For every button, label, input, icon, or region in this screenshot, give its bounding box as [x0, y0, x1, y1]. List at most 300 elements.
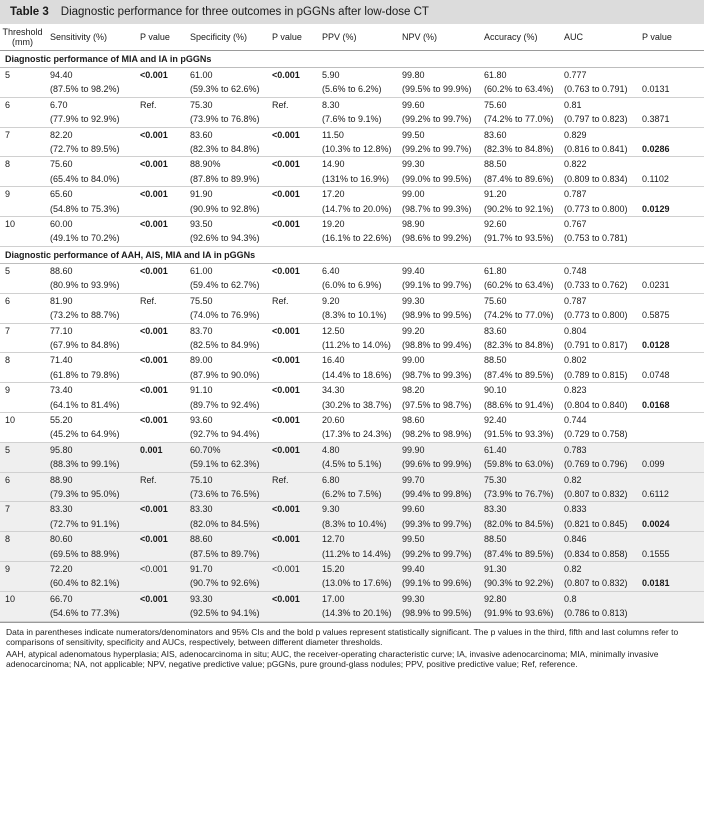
table-row-ci: [0, 172, 704, 187]
table-cell-ci: (89.7% to 92.4%): [185, 398, 267, 413]
table-cell-ci: (0.773 to 0.800): [559, 308, 637, 323]
table-cell: 88.50: [484, 355, 507, 366]
table-cell-ci: (17.3% to 24.3%): [317, 427, 397, 442]
table-cell-ci: [135, 82, 185, 97]
table-cell-ci: [637, 606, 704, 621]
table-cell: 0.823: [564, 385, 587, 396]
table-row: [0, 127, 704, 142]
table-cell: 99.40: [402, 265, 425, 276]
table-cell-ci: [0, 142, 45, 157]
table-cell-ci: (91.7% to 93.5%): [479, 231, 559, 246]
table-cell-ci: (73.6% to 76.5%): [185, 487, 267, 502]
column-header-text: (mm): [12, 37, 33, 47]
table-row: [0, 97, 704, 112]
table-row-ci: [0, 427, 704, 442]
table-cell-ci: (30.2% to 38.7%): [317, 398, 397, 413]
table-cell-ci: 0.0181: [637, 576, 704, 591]
table-cell: 99.20: [402, 325, 425, 336]
table-cell-ci: [267, 457, 317, 472]
table-cell: 94.40: [50, 70, 73, 80]
table-cell: 98.90: [402, 219, 425, 230]
table-cell: 34.30: [322, 385, 345, 396]
table-cell: <0.001: [272, 325, 300, 336]
table-cell: 75.30: [479, 472, 559, 487]
table-cell-ci: (98.8% to 99.4%): [397, 338, 479, 353]
table-cell-ci: (14.7% to 20.0%): [317, 202, 397, 217]
table-cell: 5: [5, 70, 11, 80]
table-cell-ci: (82.5% to 84.9%): [185, 338, 267, 353]
table-cell: [637, 187, 704, 202]
table-cell-ci: (88.3% to 99.1%): [45, 457, 135, 472]
table-cell: <0.001: [267, 562, 317, 577]
column-header-text: Sensitivity (%): [50, 32, 108, 42]
table-cell-ci: 0.3871: [637, 112, 704, 127]
table-cell-ci: [135, 606, 185, 621]
table-cell-ci: [135, 308, 185, 323]
table-cell-ci: [0, 606, 45, 621]
table-cell-ci: (10.3% to 12.8%): [317, 142, 397, 157]
column-header: [267, 24, 317, 51]
table-cell: 6.70: [50, 99, 68, 110]
table-cell-ci: (0.807 to 0.832): [559, 487, 637, 502]
table-cell: Ref.: [135, 472, 185, 487]
table-cell-ci: 0.1555: [637, 547, 704, 562]
table-cell: 6: [5, 295, 11, 306]
table-cell: 0.783: [559, 442, 637, 457]
table-row-ci: [0, 82, 704, 97]
table-row-ci: [0, 338, 704, 353]
table-cell-ci: (0.816 to 0.841): [559, 142, 637, 157]
column-header: [135, 24, 185, 51]
table-cell-ci: (77.9% to 92.9%): [45, 112, 135, 127]
table-cell: <0.001: [140, 385, 168, 396]
table-cell-ci: 0.0286: [637, 142, 704, 157]
table-cell: 12.70: [317, 532, 397, 547]
table-row: [0, 591, 704, 606]
table-cell: 0.787: [564, 295, 587, 306]
table-cell-ci: (88.6% to 91.4%): [479, 398, 559, 413]
table-cell-ci: [135, 368, 185, 383]
table-cell: <0.001: [140, 129, 168, 140]
table-cell-ci: (97.5% to 98.7%): [397, 398, 479, 413]
table-cell: 5: [5, 265, 11, 276]
table-cell: 93.60: [190, 414, 213, 425]
table-cell-ci: (74.0% to 76.9%): [185, 308, 267, 323]
table-cell: 7: [5, 129, 11, 140]
table-cell: [637, 472, 704, 487]
table-cell-ci: (90.9% to 92.8%): [185, 202, 267, 217]
table-cell: 88.90%: [190, 159, 221, 170]
table-cell-ci: [267, 368, 317, 383]
table-cell-ci: [637, 427, 704, 442]
table-cell: <0.001: [272, 129, 300, 140]
column-header: [637, 24, 704, 51]
table-cell: 0.822: [564, 159, 587, 170]
table-cell: 88.50: [484, 159, 507, 170]
table-cell-ci: (87.4% to 89.5%): [479, 368, 559, 383]
table-cell-ci: (45.2% to 64.9%): [45, 427, 135, 442]
table-cell-ci: (82.3% to 84.8%): [185, 142, 267, 157]
table-cell: <0.001: [272, 355, 300, 366]
table-row-ci: [0, 202, 704, 217]
table-cell-ci: (82.3% to 84.8%): [479, 142, 559, 157]
table-row: [0, 187, 704, 202]
table-cell: 99.40: [397, 562, 479, 577]
table-cell: <0.001: [267, 442, 317, 457]
table-cell: 75.60: [484, 295, 507, 306]
table-cell: 6.40: [322, 265, 340, 276]
table-cell-ci: (99.1% to 99.6%): [397, 576, 479, 591]
footnote-1: Data in parentheses indicate numerators/denominators and 95% CIs and the bold p values represent statistically significant. The p values in the third, fifth and last columns refer to comparisons of sensitivity, specificity and AUCs, respectively, between different diameter thresholds.: [6, 626, 679, 648]
table-cell-ci: [135, 112, 185, 127]
table-cell: <0.001: [140, 325, 168, 336]
table-cell: 71.40: [50, 355, 73, 366]
table-cell: 20.60: [322, 414, 345, 425]
table-cell: Ref.: [267, 472, 317, 487]
table-cell: 0.001: [135, 442, 185, 457]
table-cell: 7: [0, 502, 45, 517]
table-cell: 6.80: [317, 472, 397, 487]
table-cell: 91.70: [185, 562, 267, 577]
table-cell-ci: (98.7% to 99.3%): [397, 202, 479, 217]
table-row: [0, 532, 704, 547]
table-cell: 99.50: [402, 129, 425, 140]
table-cell: 61.80: [484, 70, 507, 80]
table-cell-ci: 0.099: [637, 457, 704, 472]
table-row: [0, 502, 704, 517]
table-cell-ci: (99.1% to 99.7%): [397, 278, 479, 293]
table-cell-ci: (92.7% to 94.4%): [185, 427, 267, 442]
table-cell: 75.60: [484, 99, 507, 110]
header-row: [0, 24, 704, 51]
table-cell: 88.50: [479, 532, 559, 547]
table-cell-ci: (87.4% to 89.6%): [479, 172, 559, 187]
table-row-ci: [0, 112, 704, 127]
table-cell: 12.50: [322, 325, 345, 336]
table-row: [0, 562, 704, 577]
table-cell: 92.40: [484, 414, 507, 425]
table-cell: 0.748: [564, 265, 587, 276]
table-cell: 8: [5, 355, 11, 366]
table-cell-ci: [267, 576, 317, 591]
table-cell: <0.001: [272, 70, 300, 80]
table-cell-ci: 0.0748: [637, 368, 704, 383]
table-cell: 10: [5, 414, 16, 425]
table-cell: 75.30: [190, 99, 213, 110]
table-cell-ci: (98.2% to 98.9%): [397, 427, 479, 442]
table-cell: 16.40: [322, 355, 345, 366]
table-cell: <0.001: [140, 414, 168, 425]
table-cell-ci: 0.0168: [637, 398, 704, 413]
table-cell-ci: (0.729 to 0.758): [559, 427, 637, 442]
table-cell: Ref.: [140, 99, 157, 110]
table-title-bar: [0, 0, 704, 24]
table-cell-ci: (60.4% to 82.1%): [45, 576, 135, 591]
table-cell: <0.001: [267, 591, 317, 606]
table-cell: 99.50: [397, 532, 479, 547]
table-cell-ci: (0.834 to 0.858): [559, 547, 637, 562]
table-cell-ci: 0.0128: [637, 338, 704, 353]
table-cell: 5: [0, 442, 45, 457]
table-cell-ci: (91.9% to 93.6%): [479, 606, 559, 621]
table-cell-ci: 0.0231: [637, 278, 704, 293]
table-cell-ci: (14.3% to 20.1%): [317, 606, 397, 621]
table-cell: 0.767: [564, 219, 587, 230]
table-cell: 8: [0, 532, 45, 547]
table-cell-ci: (92.5% to 94.1%): [185, 606, 267, 621]
table-row-ci: [0, 606, 704, 621]
table-cell-ci: (0.786 to 0.813): [559, 606, 637, 621]
table-cell: [637, 383, 704, 398]
table-cell: 75.50: [190, 295, 213, 306]
table-cell: 10: [0, 591, 45, 606]
table-cell-ci: (0.769 to 0.796): [559, 457, 637, 472]
table-cell-ci: 0.1102: [637, 172, 704, 187]
table-cell: 77.10: [50, 325, 73, 336]
table-cell-ci: 0.0024: [637, 517, 704, 532]
table-cell: 88.90: [45, 472, 135, 487]
table-cell: 99.30: [402, 295, 425, 306]
table-cell-ci: (74.2% to 77.0%): [479, 308, 559, 323]
table-cell-ci: [267, 487, 317, 502]
table-row: [0, 263, 704, 278]
column-header: [0, 24, 45, 51]
table-cell-ci: [0, 172, 45, 187]
table-cell-ci: (13.0% to 17.6%): [317, 576, 397, 591]
table-cell-ci: [267, 606, 317, 621]
table-cell: 91.10: [190, 385, 213, 396]
table-cell-ci: [0, 457, 45, 472]
table-cell-ci: [267, 398, 317, 413]
table-cell: 92.60: [484, 219, 507, 230]
table-cell: 0.744: [564, 414, 587, 425]
table-cell-ci: (14.4% to 18.6%): [317, 368, 397, 383]
table-cell-ci: (90.3% to 92.2%): [479, 576, 559, 591]
table-cell-ci: (99.5% to 99.9%): [397, 82, 479, 97]
table-footnotes: [0, 623, 704, 670]
table-cell: 93.30: [185, 591, 267, 606]
table-cell-ci: (59.4% to 62.7%): [185, 278, 267, 293]
table-cell-ci: (0.804 to 0.840): [559, 398, 637, 413]
table-cell: 83.30: [45, 502, 135, 517]
table-cell-ci: [135, 547, 185, 562]
table-cell: 11.50: [322, 129, 344, 140]
table-cell: 8.30: [322, 99, 340, 110]
table-cell-ci: [135, 231, 185, 246]
table-cell-ci: (0.789 to 0.815): [559, 368, 637, 383]
table-cell: <0.001: [135, 502, 185, 517]
table-cell: 0.82: [559, 562, 637, 577]
table-cell-ci: (82.0% to 84.5%): [479, 517, 559, 532]
table-cell-ci: 0.0131: [637, 82, 704, 97]
table-caption: Diagnostic performance for three outcomes in pGGNs after low-dose CT: [60, 6, 429, 18]
table-cell: <0.001: [135, 591, 185, 606]
table-cell: <0.001: [272, 189, 300, 200]
table-cell: [637, 127, 704, 142]
table-cell: 0.829: [564, 129, 587, 140]
table-cell-ci: (59.8% to 63.0%): [479, 457, 559, 472]
table-cell: 99.30: [402, 159, 425, 170]
table-row-ci: [0, 231, 704, 246]
table-cell-ci: [135, 172, 185, 187]
table-cell: 99.80: [402, 70, 425, 80]
table-cell-ci: [267, 112, 317, 127]
table-cell: 60.70%: [185, 442, 267, 457]
table-cell: [637, 412, 704, 427]
table-cell: 8: [5, 159, 11, 170]
table-cell-ci: (98.9% to 99.5%): [397, 308, 479, 323]
table-cell-ci: [637, 231, 704, 246]
table-cell-ci: (98.7% to 99.3%): [397, 368, 479, 383]
table-cell-ci: (99.2% to 99.7%): [397, 547, 479, 562]
table-row-ci: [0, 576, 704, 591]
table-cell: 0.804: [564, 325, 587, 336]
table-cell-ci: (67.9% to 84.8%): [45, 338, 135, 353]
table-cell: Ref.: [272, 99, 289, 110]
column-header-text: NPV (%): [402, 32, 438, 42]
table-cell-ci: (87.4% to 89.5%): [479, 547, 559, 562]
table-cell-ci: [0, 427, 45, 442]
table-row: [0, 472, 704, 487]
table-cell: 83.60: [484, 129, 507, 140]
table-cell: 61.40: [479, 442, 559, 457]
table-cell: 72.20: [45, 562, 135, 577]
table-cell: 9: [5, 385, 11, 396]
column-header: [479, 24, 559, 51]
table-cell: 65.60: [50, 189, 73, 200]
table-cell: <0.001: [267, 502, 317, 517]
table-cell: 99.00: [402, 355, 425, 366]
table-cell: <0.001: [272, 219, 300, 230]
table-cell: <0.001: [135, 562, 185, 577]
table-cell-ci: [135, 517, 185, 532]
table-cell-ci: (72.7% to 91.1%): [45, 517, 135, 532]
table-cell: 93.50: [190, 219, 213, 230]
table-cell: 98.20: [402, 385, 425, 396]
table-cell-ci: [267, 427, 317, 442]
table-cell-ci: (73.9% to 76.8%): [185, 112, 267, 127]
table-cell-ci: (59.3% to 62.6%): [185, 82, 267, 97]
column-header-text: P value: [140, 32, 170, 42]
table-cell: 6: [5, 99, 11, 110]
table-cell: 5.90: [322, 70, 340, 80]
table-cell-ci: (92.6% to 94.3%): [185, 231, 267, 246]
table-row: [0, 353, 704, 368]
table-cell-ci: (73.9% to 76.7%): [479, 487, 559, 502]
column-header-text: P value: [272, 32, 302, 42]
table-cell-ci: [0, 112, 45, 127]
table-cell: 14.90: [322, 159, 345, 170]
table-row-ci: [0, 517, 704, 532]
table-cell-ci: [0, 547, 45, 562]
table-cell: 91.20: [484, 189, 507, 200]
table-cell: [637, 591, 704, 606]
table-cell-ci: [0, 368, 45, 383]
table-row-ci: [0, 487, 704, 502]
table-row-ci: [0, 457, 704, 472]
table-cell: 73.40: [50, 385, 73, 396]
table-cell-ci: [267, 547, 317, 562]
table-cell-ci: (7.6% to 9.1%): [317, 112, 397, 127]
table-cell-ci: (0.773 to 0.800): [559, 202, 637, 217]
column-header-text: PPV (%): [322, 32, 357, 42]
section-title: Diagnostic performance of AAH, AIS, MIA and IA in pGGNs: [0, 246, 704, 263]
table-cell-ci: (79.3% to 95.0%): [45, 487, 135, 502]
table-cell: 9.30: [317, 502, 397, 517]
table-cell: 0.846: [559, 532, 637, 547]
table-cell-ci: (6.2% to 7.5%): [317, 487, 397, 502]
table-cell-ci: (0.821 to 0.845): [559, 517, 637, 532]
table-cell-ci: (91.5% to 93.3%): [479, 427, 559, 442]
table-cell-ci: (0.753 to 0.781): [559, 231, 637, 246]
table-cell-ci: [0, 576, 45, 591]
table-cell: 99.90: [397, 442, 479, 457]
table-cell-ci: [0, 231, 45, 246]
table-cell: 0.8: [559, 591, 637, 606]
table-cell-ci: (87.5% to 98.2%): [45, 82, 135, 97]
table-cell-ci: [0, 487, 45, 502]
table-cell-ci: (4.5% to 5.1%): [317, 457, 397, 472]
table-cell: 0.833: [559, 502, 637, 517]
table-cell: <0.001: [140, 219, 168, 230]
table-row: [0, 68, 704, 83]
table-cell-ci: (99.3% to 99.7%): [397, 517, 479, 532]
column-header-text: Threshold: [2, 27, 43, 37]
table-cell: 91.90: [190, 189, 213, 200]
table-cell-ci: (74.2% to 77.0%): [479, 112, 559, 127]
table-cell: <0.001: [135, 532, 185, 547]
table-cell-ci: [135, 427, 185, 442]
table-cell-ci: [267, 308, 317, 323]
table-cell: 9.20: [322, 295, 340, 306]
table-cell: <0.001: [140, 265, 168, 276]
table-cell-ci: [135, 487, 185, 502]
table-cell: 60.00: [50, 219, 73, 230]
table-cell-ci: (69.5% to 88.9%): [45, 547, 135, 562]
table-cell: 17.00: [317, 591, 397, 606]
table-cell-ci: (0.807 to 0.832): [559, 576, 637, 591]
column-header: [559, 24, 637, 51]
table-cell: 91.30: [479, 562, 559, 577]
table-cell: 17.20: [322, 189, 345, 200]
table-cell-ci: (99.6% to 99.9%): [397, 457, 479, 472]
table-cell: Ref.: [140, 295, 157, 306]
table-cell: 99.00: [402, 189, 425, 200]
table-cell-ci: (8.3% to 10.4%): [317, 517, 397, 532]
table-cell: 80.60: [45, 532, 135, 547]
table-cell: 88.60: [50, 265, 73, 276]
table-cell: [637, 157, 704, 172]
table-cell-ci: [267, 82, 317, 97]
table-cell: 95.80: [45, 442, 135, 457]
table-cell: 83.70: [190, 325, 213, 336]
table-cell-ci: [0, 82, 45, 97]
table-cell: 61.00: [190, 265, 213, 276]
table-cell: Ref.: [272, 295, 289, 306]
table-cell-ci: [267, 202, 317, 217]
table-cell-ci: (49.1% to 70.2%): [45, 231, 135, 246]
table-cell-ci: (60.2% to 63.4%): [479, 278, 559, 293]
table-row-ci: [0, 368, 704, 383]
table-cell-ci: (99.4% to 99.8%): [397, 487, 479, 502]
table-row-ci: [0, 547, 704, 562]
table-cell: 83.30: [479, 502, 559, 517]
table-cell-ci: (60.2% to 63.4%): [479, 82, 559, 97]
table-cell: 0.82: [559, 472, 637, 487]
table-cell-ci: 0.5875: [637, 308, 704, 323]
table-cell: <0.001: [272, 159, 300, 170]
table-cell: <0.001: [272, 265, 300, 276]
